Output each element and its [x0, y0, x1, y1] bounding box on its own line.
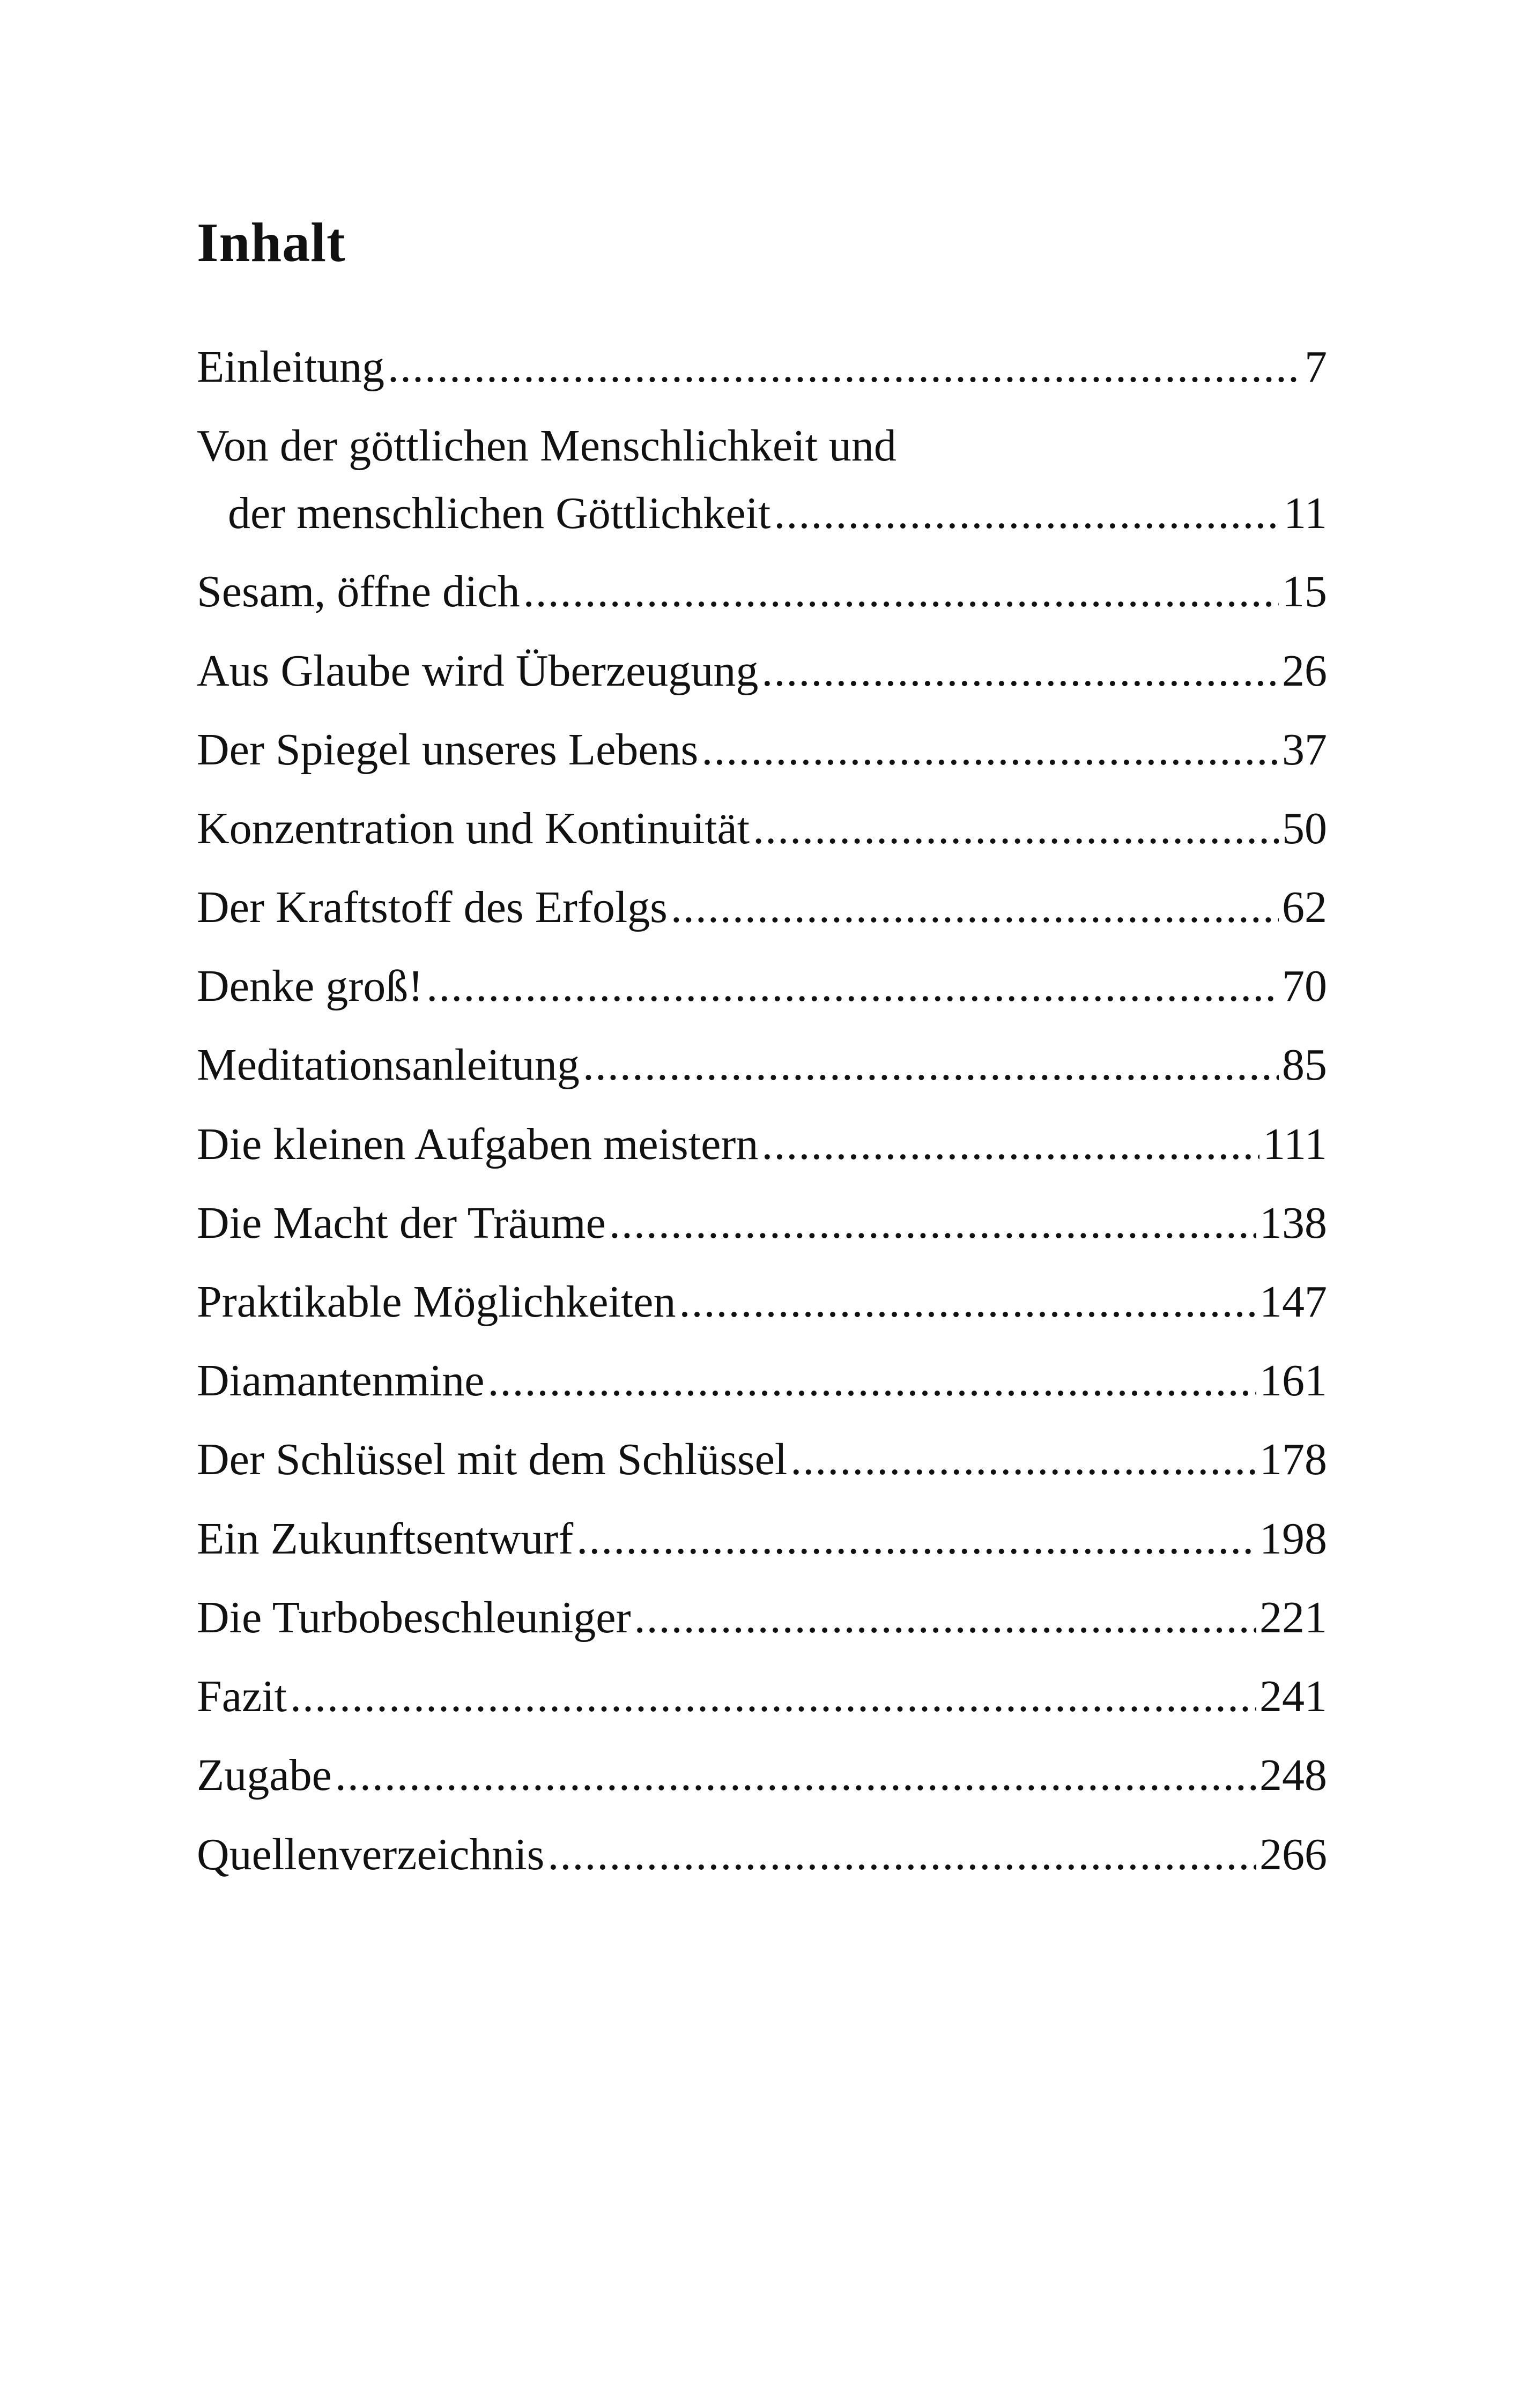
- dot-leader: [761, 1115, 1259, 1174]
- dot-leader: [774, 484, 1280, 543]
- toc-entry-title: Meditationsanleitung: [197, 1040, 580, 1090]
- toc-entry-page: 50: [1282, 804, 1327, 853]
- toc-entry-page: 85: [1282, 1040, 1327, 1090]
- toc-entry: [197, 417, 1327, 545]
- toc-entry: [197, 1115, 1327, 1174]
- toc-entry: [197, 1194, 1327, 1253]
- toc-entry: [197, 957, 1327, 1016]
- toc-entry-title: Zugabe: [197, 1750, 332, 1800]
- toc-entry: [197, 1351, 1327, 1410]
- dot-leader: [634, 1588, 1256, 1647]
- dot-leader: [609, 1194, 1256, 1253]
- toc-entry-title: Quellenverzeichnis: [197, 1830, 545, 1879]
- toc-entry-page: 147: [1259, 1277, 1327, 1327]
- dot-leader: [290, 1667, 1256, 1726]
- toc-entry: [197, 642, 1327, 701]
- toc-entry-page: 26: [1282, 646, 1327, 696]
- dot-leader: [335, 1746, 1256, 1805]
- dot-leader: [671, 878, 1279, 937]
- dot-leader: [701, 720, 1279, 779]
- toc-entry-page: 70: [1282, 961, 1327, 1011]
- toc-entry-title: Ein Zukunftsentwurf: [197, 1514, 574, 1564]
- page-title: Inhalt: [197, 212, 346, 273]
- toc-entry: [197, 1510, 1327, 1569]
- toc-entry-title: Die kleinen Aufgaben meistern: [197, 1119, 759, 1169]
- toc-entry-page: 62: [1282, 882, 1327, 932]
- toc-entry-title: Aus Glaube wird Überzeugung: [197, 646, 759, 696]
- toc-entry: [197, 1430, 1327, 1489]
- toc-entry: [197, 562, 1327, 621]
- dot-leader: [761, 642, 1279, 701]
- toc-entry: [197, 1273, 1327, 1332]
- toc-entry: [197, 1825, 1327, 1884]
- toc-entry-page: 15: [1282, 567, 1327, 616]
- toc-entry-title-line2: der menschlichen Göttlichkeit: [228, 488, 771, 538]
- toc-entry-page: 111: [1263, 1119, 1327, 1169]
- toc-entry-page: 198: [1259, 1514, 1327, 1564]
- toc-entry-page: 161: [1259, 1356, 1327, 1406]
- toc-entry-title: Fazit: [197, 1671, 287, 1721]
- dot-leader: [679, 1273, 1256, 1332]
- dot-leader: [583, 1036, 1279, 1095]
- toc-entry-page: 178: [1259, 1435, 1327, 1484]
- toc-entry-page: 138: [1259, 1198, 1327, 1248]
- toc-entry-title: Der Kraftstoff des Erfolgs: [197, 882, 668, 932]
- toc-entry-title: Die Macht der Träume: [197, 1198, 606, 1248]
- toc-entry: [197, 1746, 1327, 1805]
- toc-entry: [197, 720, 1327, 779]
- toc-entry-page: 37: [1282, 725, 1327, 775]
- dot-leader: [523, 562, 1279, 621]
- toc-entry-page: 221: [1259, 1593, 1327, 1643]
- dot-leader: [753, 799, 1279, 858]
- dot-leader: [576, 1510, 1256, 1569]
- toc-entry-page: 11: [1284, 488, 1327, 538]
- dot-leader: [426, 957, 1279, 1016]
- toc-entry-page: 7: [1305, 342, 1327, 392]
- toc-entry-title: Sesam, öffne dich: [197, 567, 520, 616]
- toc-entry: [197, 1667, 1327, 1726]
- toc-entry: [197, 878, 1327, 937]
- toc-entry-page: 248: [1259, 1750, 1327, 1800]
- toc-entry: [197, 1588, 1327, 1647]
- toc-entry-title-line1: Von der göttlichen Menschlichkeit und: [197, 421, 896, 471]
- toc-entry-title: Die Turbobeschleuniger: [197, 1593, 631, 1643]
- toc-entry-title: Konzentration und Kontinuität: [197, 804, 750, 853]
- toc-entry-page: 266: [1259, 1830, 1327, 1879]
- dot-leader: [388, 338, 1301, 397]
- toc-entry: [197, 799, 1327, 858]
- toc-entry: [197, 338, 1327, 397]
- toc-entry: [197, 1036, 1327, 1095]
- toc-entry-title: Praktikable Möglichkeiten: [197, 1277, 676, 1327]
- toc-entry-page: 241: [1259, 1671, 1327, 1721]
- toc-entry-title: Der Schlüssel mit dem Schlüssel: [197, 1435, 788, 1484]
- toc-entry-title: Einleitung: [197, 342, 384, 392]
- dot-leader: [790, 1430, 1256, 1489]
- dot-leader: [487, 1351, 1256, 1410]
- dot-leader: [547, 1825, 1256, 1884]
- toc-entry-title: Der Spiegel unseres Lebens: [197, 725, 699, 775]
- toc-entry-title: Diamantenmine: [197, 1356, 485, 1406]
- toc-entry-title: Denke groß!: [197, 961, 424, 1011]
